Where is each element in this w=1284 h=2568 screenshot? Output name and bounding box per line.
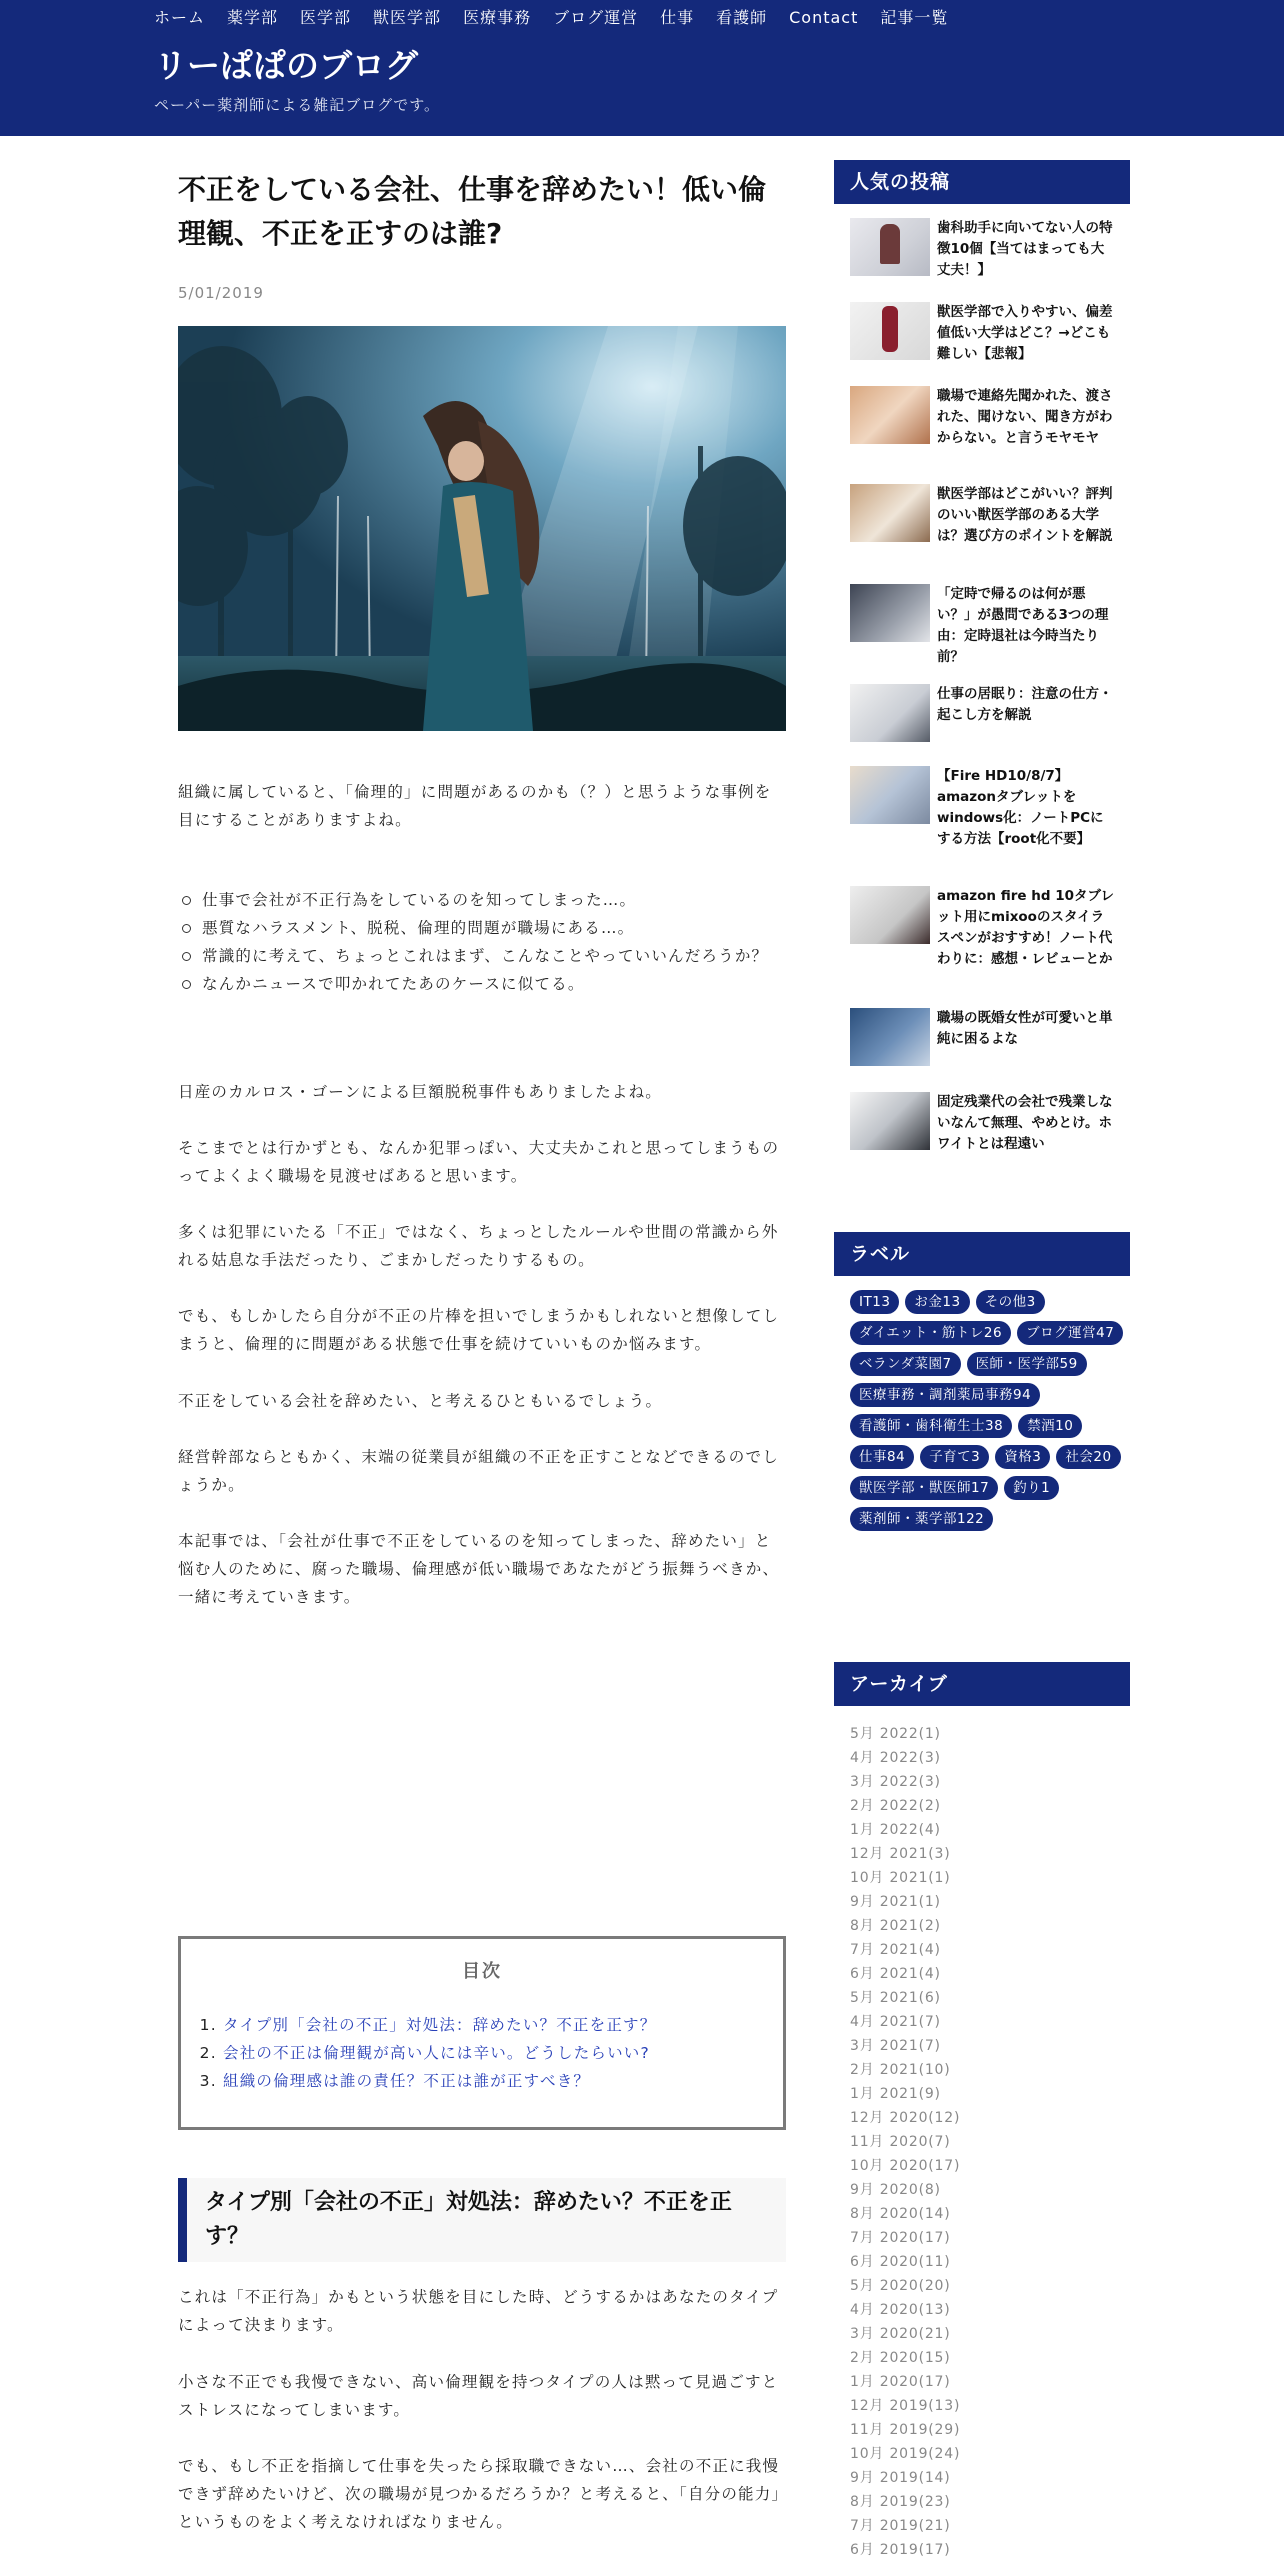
archive-link[interactable]: 5月 2020(20)	[850, 2278, 951, 2294]
body-paragraph: 日産のカルロス・ゴーンによる巨額脱税事件もありましたよね。	[178, 1083, 662, 1101]
list-item: 悪質なハラスメント、脱税、倫理的問題が職場にある…。	[178, 914, 786, 942]
post-thumbnail[interactable]	[850, 302, 930, 360]
labels-widget	[834, 1232, 1130, 1276]
archive-link[interactable]: 4月 2022(3)	[850, 1750, 941, 1766]
label-tag[interactable]: その他3	[976, 1290, 1045, 1314]
archive-link[interactable]: 1月 2020(17)	[850, 2374, 951, 2390]
archive-link[interactable]: 2月 2022(2)	[850, 1798, 941, 1814]
post-thumbnail[interactable]	[850, 886, 930, 944]
body-paragraph: 本記事では、「会社が仕事で不正をしているのを知ってしまった、辞めたい」と悩む人のために、腐った職場、倫理感が低い職場であなたがどう振舞うべきか、一緒に考えていきます。	[178, 1532, 780, 1606]
body-paragraph: 不正をしている会社を辞めたい、と考えるひともいるでしょう。	[178, 1392, 663, 1410]
archive-link[interactable]: 9月 2021(1)	[850, 1894, 941, 1910]
toc-link[interactable]: 組織の倫理感は誰の責任？不正は誰が正すべき？	[223, 2072, 591, 2090]
hero-image	[178, 326, 786, 731]
post-date: 5/01/2019	[178, 284, 264, 302]
archive-link[interactable]: 6月 2019(17)	[850, 2542, 951, 2558]
archive-list	[850, 1722, 1130, 2562]
list-item: 常識的に考えて、ちょっとこれはまず、こんなことやっていいんだろうか？	[178, 942, 786, 970]
post-title-link[interactable]: 獣医学部で入りやすい、偏差値低い大学はどこ？→どこも難しい【悲報】	[937, 304, 1113, 362]
archive-link[interactable]: 12月 2021(3)	[850, 1846, 951, 1862]
list-item: なんかニュースで叩かれてたあのケースに似てる。	[178, 970, 786, 998]
post-title-link[interactable]: 固定残業代の会社で残業しないなんて無理、やめとけ。ホワイトとは程遠い	[937, 1094, 1113, 1152]
post-thumbnail[interactable]	[850, 218, 930, 276]
popular-posts-list	[834, 218, 1130, 1218]
archive-link[interactable]: 7月 2019(21)	[850, 2518, 951, 2534]
section-heading: タイプ別「会社の不正」対処法：辞めたい？不正を正す？	[178, 2178, 786, 2262]
site-title[interactable]: リーぱぱのブログ	[154, 46, 418, 85]
nav-item-blog-management[interactable]: ブログ運営	[553, 8, 639, 27]
archive-link[interactable]: 3月 2021(7)	[850, 2038, 941, 2054]
nav-item-nurse[interactable]: 看護師	[716, 8, 768, 27]
archive-link[interactable]: 4月 2020(13)	[850, 2302, 951, 2318]
label-tag[interactable]: 薬剤師・薬学部122	[850, 1507, 993, 1531]
post-thumbnail[interactable]	[850, 484, 930, 542]
body-paragraph: 経営幹部ならともかく、末端の従業員が組織の不正を正すことなどできるのでしょうか。	[178, 1448, 779, 1494]
post-title-link[interactable]: 職場で連絡先聞かれた、渡された、聞けない、聞き方がわからない。と言うモヤモヤ	[937, 388, 1113, 446]
archive-link[interactable]: 11月 2019(29)	[850, 2422, 961, 2438]
body-paragraph: でも、もし不正を指摘して仕事を失ったら採取職できない…、会社の不正に我慢できず辞めたいけど、次の職場が見つかるだろうか？と考えると、「自分の能力」というものをよく考えなければなりません。	[178, 2457, 781, 2531]
body-paragraph: そこまでとは行かずとも、なんか犯罪っぽい、大丈夫かこれと思ってしまうものってよくよく職場を見渡せばあると思います。	[178, 1139, 780, 1185]
nav-item-work[interactable]: 仕事	[660, 8, 695, 27]
body-paragraph: でも、もしかしたら自分が不正の片棒を担いでしまうかもしれないと想像してしまうと、倫理的に問題がある状態で仕事を続けていいものか悩みます。	[178, 1307, 780, 1353]
body-paragraph: これは「不正行為」かもという状態を目にした時、どうするかはあなたのタイプによって決まります。	[178, 2288, 779, 2334]
archive-link[interactable]: 4月 2021(7)	[850, 2014, 941, 2030]
label-tag[interactable]: 医療事務・調剤薬局事務94	[850, 1383, 1040, 1407]
archive-link[interactable]: 7月 2020(17)	[850, 2230, 951, 2246]
archive-link[interactable]: 10月 2021(1)	[850, 1870, 951, 1886]
post-title-link[interactable]: 【Fire HD10/8/7】amazonタブレットをwindows化：ノートPCにする方法【root化不要】	[937, 768, 1104, 847]
widget-title: 人気の投稿	[834, 160, 1130, 204]
archive-link[interactable]: 8月 2019(23)	[850, 2494, 951, 2510]
archive-link[interactable]: 5月 2022(1)	[850, 1726, 941, 1742]
site-header	[0, 0, 1284, 136]
archive-link[interactable]: 11月 2020(7)	[850, 2134, 951, 2150]
toc-title: 目次	[462, 1961, 502, 1982]
label-tag[interactable]: ダイエット・筋トレ26	[850, 1321, 1011, 1345]
label-tag[interactable]: 看護師・歯科衛生士38	[850, 1414, 1012, 1438]
label-tag[interactable]: お金13	[905, 1290, 969, 1314]
archive-link[interactable]: 3月 2022(3)	[850, 1774, 941, 1790]
body-paragraph: 小さな不正でも我慢できない、高い倫理観を持つタイプの人は黙って見過ごすとストレスになってしまいます。	[178, 2373, 779, 2419]
label-tag[interactable]: ブログ運営47	[1017, 1321, 1123, 1345]
label-tag[interactable]: IT13	[850, 1290, 899, 1314]
toc-link[interactable]: タイプ別「会社の不正」対処法：辞めたい？不正を正す？	[223, 2016, 657, 2034]
label-tag[interactable]: 獣医学部・獣医師17	[850, 1476, 998, 1500]
list-item: 仕事で会社が不正行為をしているのを知ってしまった…。	[178, 886, 786, 914]
bullet-list	[178, 886, 786, 998]
toc-item[interactable]	[223, 2011, 763, 2039]
toc-item[interactable]	[223, 2067, 763, 2095]
archive-link[interactable]: 10月 2020(17)	[850, 2158, 961, 2174]
archive-link[interactable]: 10月 2019(24)	[850, 2446, 961, 2462]
labels-container	[834, 1290, 1130, 1570]
nav-item-veterinary[interactable]: 獣医学部	[373, 8, 442, 27]
post-title-link[interactable]: 仕事の居眠り：注意の仕方・起こし方を解説	[937, 686, 1113, 723]
nav-item-medicine[interactable]: 医学部	[300, 8, 352, 27]
nav-item-article-list[interactable]: 記事一覧	[880, 8, 949, 27]
widget-title: ラベル	[834, 1232, 1130, 1276]
label-tag[interactable]: 社会20	[1056, 1445, 1120, 1469]
nav-item-home[interactable]: ホーム	[154, 8, 206, 27]
nav-item-medical-office[interactable]: 医療事務	[463, 8, 532, 27]
archive-container	[834, 1720, 1130, 2568]
popular-posts-widget	[834, 160, 1130, 204]
table-of-contents	[178, 1936, 786, 2130]
post-title-link[interactable]: 歯科助手に向いてない人の特徴10個【当てはまっても大丈夫！】	[937, 220, 1113, 278]
top-nav	[154, 6, 970, 30]
label-tag[interactable]: ベランダ菜園7	[850, 1352, 961, 1376]
toc-item[interactable]	[223, 2039, 763, 2067]
post-thumbnail[interactable]	[850, 584, 930, 642]
archive-link[interactable]: 2月 2020(15)	[850, 2350, 951, 2366]
archive-link[interactable]: 6月 2021(4)	[850, 1966, 941, 1982]
post-thumbnail[interactable]	[850, 684, 930, 742]
label-tag[interactable]: 子育て3	[920, 1445, 989, 1469]
archive-link[interactable]: 8月 2021(2)	[850, 1918, 941, 1934]
archive-link[interactable]: 8月 2020(14)	[850, 2206, 951, 2222]
label-tag[interactable]: 医師・医学部59	[967, 1352, 1087, 1376]
label-cloud	[850, 1290, 1130, 1538]
label-tag[interactable]: 釣り1	[1004, 1476, 1059, 1500]
archive-link[interactable]: 1月 2021(9)	[850, 2086, 941, 2102]
nav-item-pharmacy[interactable]: 薬学部	[227, 8, 279, 27]
toc-link[interactable]: 会社の不正は倫理観が高い人には辛い。どうしたらいい?	[223, 2044, 650, 2062]
archive-link[interactable]: 6月 2020(11)	[850, 2254, 951, 2270]
site-description: ペーパー薬剤師による雑記ブログです。	[154, 96, 441, 114]
archive-link[interactable]: 3月 2020(21)	[850, 2326, 951, 2342]
post-thumbnail[interactable]	[850, 766, 930, 824]
post-title-link[interactable]: 「定時で帰るのは何が悪い？」が愚問である3つの理由：定時退社は今時当たり前？	[937, 586, 1109, 665]
label-tag[interactable]: 資格3	[995, 1445, 1050, 1469]
archive-link[interactable]: 5月 2021(6)	[850, 1990, 941, 2006]
archive-link[interactable]: 12月 2019(13)	[850, 2398, 961, 2414]
post-title: 不正をしている会社、仕事を辞めたい！低い倫理観、不正を正すのは誰?	[178, 173, 767, 250]
post-thumbnail[interactable]	[850, 386, 930, 444]
post-thumbnail[interactable]	[850, 1092, 930, 1150]
post-title-link[interactable]: amazon fire hd 10タブレット用にmixooのスタイラスペンがおすすめ！ノート代わりに：感想・レビューとか	[937, 888, 1114, 967]
post-thumbnail[interactable]	[850, 1008, 930, 1066]
archive-link[interactable]: 9月 2020(8)	[850, 2182, 941, 2198]
article	[178, 150, 786, 731]
archive-link[interactable]: 12月 2020(12)	[850, 2110, 961, 2126]
archive-widget	[834, 1662, 1130, 1706]
post-title-link[interactable]: 獣医学部はどこがいい？評判のいい獣医学部のある大学は？選び方のポイントを解説	[937, 486, 1113, 544]
archive-link[interactable]: 2月 2021(10)	[850, 2062, 951, 2078]
forest-woman-image	[178, 326, 786, 731]
archive-link[interactable]: 7月 2021(4)	[850, 1942, 941, 1958]
post-title-link[interactable]: 職場の既婚女性が可愛いと単純に困るよな	[937, 1010, 1113, 1047]
nav-item-contact[interactable]: Contact	[789, 8, 859, 27]
widget-title: アーカイブ	[834, 1662, 1130, 1706]
label-tag[interactable]: 仕事84	[850, 1445, 914, 1469]
archive-link[interactable]: 9月 2019(14)	[850, 2470, 951, 2486]
archive-link[interactable]: 1月 2022(4)	[850, 1822, 941, 1838]
body-paragraph: 多くは犯罪にいたる「不正」ではなく、ちょっとしたルールや世間の常識から外れる姑息な手法だったり、ごまかしだったりするもの。	[178, 1223, 779, 1269]
label-tag[interactable]: 禁酒10	[1018, 1414, 1082, 1438]
intro-paragraph: 組織に属していると、「倫理的」に問題があるのかも（？）と思うような事例を目にすることがありますよね。	[178, 783, 772, 829]
